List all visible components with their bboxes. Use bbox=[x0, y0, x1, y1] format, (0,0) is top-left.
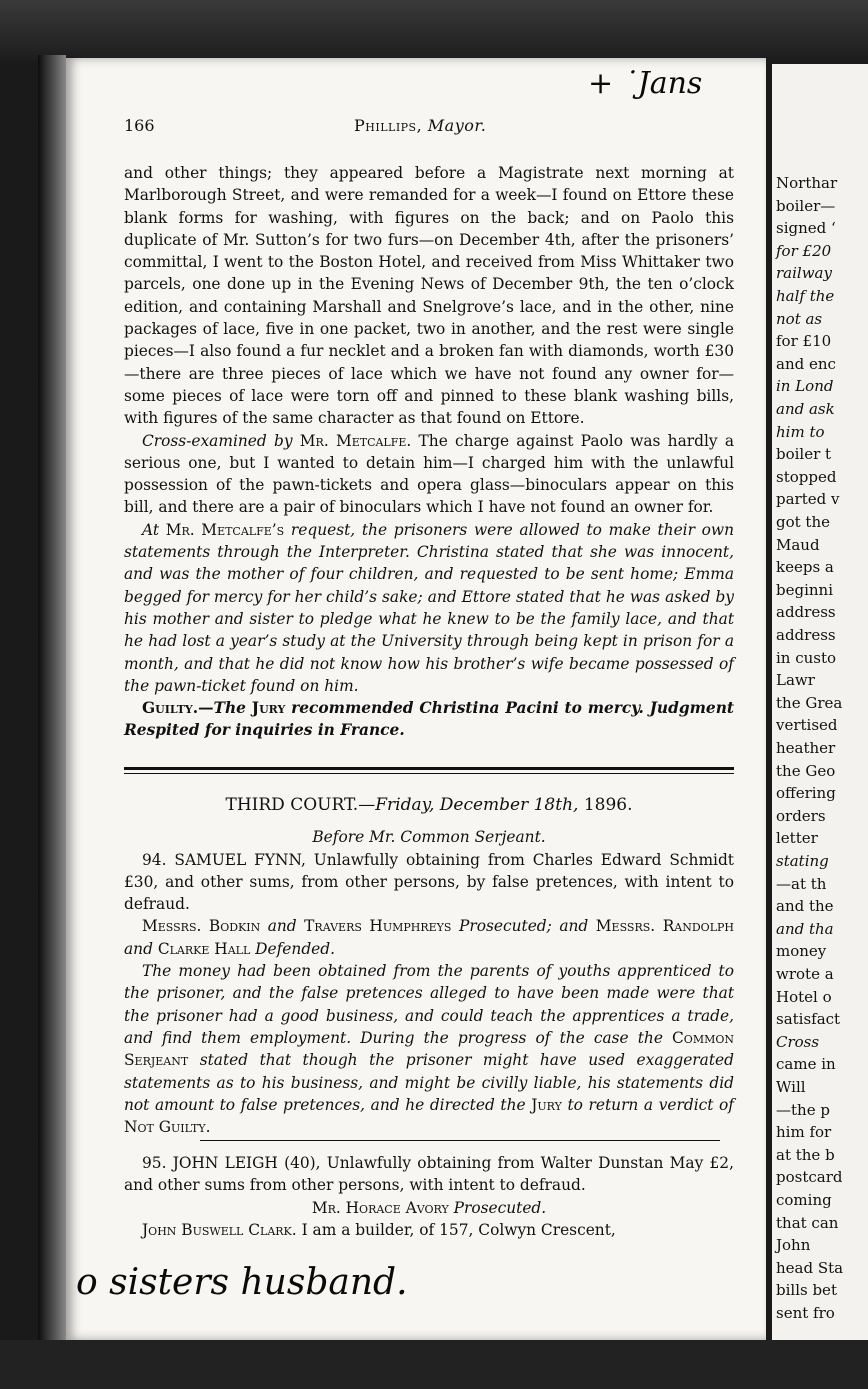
right-page-line: and enc bbox=[776, 354, 836, 373]
right-page-line: keeps a bbox=[776, 558, 834, 577]
right-page-line: railway bbox=[776, 264, 832, 283]
right-page-line: money bbox=[776, 942, 827, 961]
right-page-line: the Geo bbox=[776, 761, 836, 780]
right-page-line: coming bbox=[776, 1191, 832, 1209]
paragraph-statements: At Mr. Metcalfe’s request, the prisoners were allowed to make their own statements through the Interpreter. Christina stated that she was innocent, and was the mother of four children, and requested to be sent home; Emma begged for mercy for her child’s sake; and Ettore stated that he was asked by his mother and sister to pledge what he knew to be the family lace, and that he had lost a year’s study at the University through being kept in prison for a month, and that he did not know how his brother’s wife became possessed of the pawn-ticket found on him. bbox=[124, 520, 734, 695]
right-page-line: boiler— bbox=[776, 196, 836, 215]
right-page-line: John bbox=[776, 1236, 811, 1255]
paragraph-cross-examination: Cross-examined by Mr. Metcalfe. The charge against Paolo was hardly a serious one, but I wanted to detain him—I charged him with the unlawful possession of the pawn-tickets and opera glass—binoculars appear on this bill, and there are a pair of binoculars which I have not found an owner for. bbox=[124, 431, 735, 517]
handwritten-annotation-top: + ˙Jans bbox=[588, 66, 703, 101]
body-text-top bbox=[124, 162, 734, 742]
before-judge: Before Mr. Common Serjeant. bbox=[312, 828, 546, 847]
right-page-line: and the bbox=[776, 897, 834, 916]
right-page-line: Lawr bbox=[776, 671, 815, 690]
right-page-line: half the bbox=[776, 287, 835, 305]
book-spine bbox=[38, 55, 66, 1345]
right-page-line: —at th bbox=[776, 874, 827, 893]
right-page-line: stopped bbox=[776, 467, 837, 486]
right-page-line: orders bbox=[776, 806, 826, 825]
right-page-line: boiler t bbox=[776, 445, 832, 464]
case-divider bbox=[200, 1140, 720, 1141]
right-page-line: wrote a bbox=[776, 965, 834, 983]
right-page-line: parted v bbox=[776, 490, 840, 509]
counsel-95: Mr. Horace Avory Prosecuted. bbox=[311, 1198, 547, 1217]
right-page-line: got the bbox=[776, 513, 830, 531]
right-page-line: address bbox=[776, 603, 836, 622]
case-95: 95. JOHN LEIGH (40), Unlawfully obtaining from Walter Dunstan May £2, and other sums from other persons, with intent to defraud. bbox=[124, 1154, 734, 1195]
right-page-line: Maud bbox=[776, 535, 820, 554]
case-94: 94. SAMUEL FYNN, Unlawfully obtaining from Charles Edward Schmidt £30, and other sums, from other persons, by false pretences, with intent to defraud. bbox=[124, 850, 734, 914]
right-page-line: and ask bbox=[776, 400, 835, 418]
right-page-line: sent fro bbox=[776, 1304, 835, 1322]
section-rule-thick bbox=[124, 767, 734, 770]
court-heading: THIRD COURT.—Friday, December 18th, 1896. bbox=[225, 795, 633, 815]
page-number: 166 bbox=[124, 116, 155, 135]
witness-line: John Buswell Clark. I am a builder, of 157, Colwyn Crescent, bbox=[142, 1220, 616, 1239]
paragraph-case-94: The money had been obtained from the parents of youths apprenticed to the prisoner, and the false pretences alleged to have been made were that the prisoner had a good business, and could teach the apprentices a trade, and find them employment. During the progress of the case the Common Serjeant stated that though the prisoner might have used exaggerated statements as to his business, and might be civilly liable, his statements did not amount to false pretences, and he directed the Jury to return a verdict of Not Guilty. bbox=[124, 962, 735, 1137]
right-page-line: Hotel o bbox=[776, 987, 832, 1006]
right-page-line: vertised bbox=[776, 716, 838, 735]
right-page-line: that can bbox=[776, 1213, 839, 1232]
right-page-line: in custo bbox=[776, 648, 837, 667]
right-page-line: offering bbox=[776, 784, 836, 803]
right-page-line: bills bet bbox=[776, 1281, 837, 1300]
right-page-line: the Grea bbox=[776, 693, 843, 712]
section-rule-thin bbox=[124, 773, 734, 774]
counsel-94: Messrs. Bodkin and Travers Humphreys Prosecuted; and Messrs. Randolph and Clarke Hall Defended. bbox=[124, 917, 734, 958]
right-page-line: for £20 bbox=[776, 241, 832, 260]
right-page-line: address bbox=[776, 626, 836, 644]
right-page-line: head Sta bbox=[776, 1258, 844, 1277]
right-page-line: satisfact bbox=[776, 1010, 841, 1029]
right-page-line: and tha bbox=[776, 919, 834, 938]
handwritten-annotation-bottom: o sisters husband. bbox=[76, 1262, 408, 1303]
right-page-line: letter bbox=[776, 829, 818, 848]
right-page-line: Northar bbox=[776, 174, 838, 192]
right-page-line: Cross bbox=[776, 1032, 820, 1051]
paragraph-verdict: Guilty.—The Jury recommended Christina Pacini to mercy. Judgment Respited for inquiries in France. bbox=[124, 699, 735, 740]
right-page-line: signed ‘ bbox=[776, 219, 836, 238]
body-text-case-95 bbox=[124, 1152, 734, 1241]
right-page-line: Will bbox=[776, 1078, 806, 1096]
right-page-line: for £10 bbox=[776, 332, 832, 351]
body-text-third-court bbox=[124, 794, 734, 1138]
right-page-line: came in bbox=[776, 1055, 836, 1074]
right-page-line: —the p bbox=[776, 1100, 830, 1119]
paragraph-evidence: and other things; they appeared before a Magistrate next morning at Marlborough Street, and were remanded for a week—I found on Ettore these blank forms for washing, with figures on the back; and on Paolo this duplicate of Mr. Sutton’s for two furs—on December 4th, after the prisoners’ committal, I went to the Boston Hotel, and received from Miss Whittaker two parcels, one done up in the Evening News of December 9th, the ten o’clock edition, and containing Marshall and Snelgrove’s lace, and in the other, nine packages of lace, five in one packet, two in another, and the rest were single pieces—I also found a fur necklet and a broken fan with diamonds, worth £30—there are three pieces of lace which we have not found any owner for—some pieces of lace were torn off and pinned to these blank washing bills, with figures of the same character as that found on Ettore. bbox=[124, 164, 734, 428]
right-page-line: him for bbox=[776, 1123, 832, 1142]
scanner-bottom-band bbox=[0, 1340, 868, 1389]
right-page-line: at the b bbox=[776, 1145, 835, 1164]
right-page-line: him to bbox=[776, 422, 825, 441]
right-page-line: not as bbox=[776, 309, 823, 328]
running-title: Phillips, Mayor. bbox=[354, 116, 487, 135]
scanner-top-band bbox=[0, 0, 868, 62]
right-page-line: heather bbox=[776, 739, 836, 757]
right-page-line: postcard bbox=[776, 1168, 843, 1187]
right-page-line: in Lond bbox=[776, 377, 834, 396]
right-page-line: beginni bbox=[776, 580, 833, 599]
right-page-fragment bbox=[772, 64, 868, 1340]
right-page-line: stating bbox=[776, 852, 829, 870]
